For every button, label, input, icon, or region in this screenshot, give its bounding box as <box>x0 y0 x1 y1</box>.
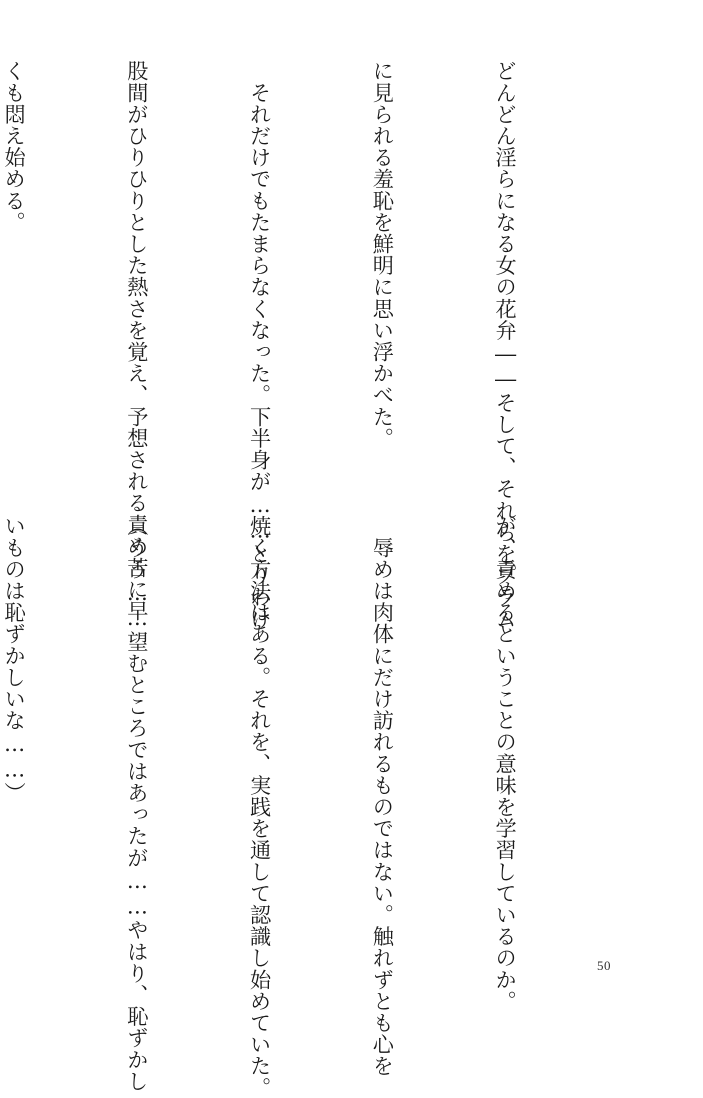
text-line: に見られる羞恥を鮮明に思い浮かべた。 <box>370 60 396 449</box>
text-line: 股間がひりひりとした熱さを覚え、予想される責め苦に早 <box>124 60 150 622</box>
text-line: それだけでもたまらなくなった。下半身が……とりわけ <box>247 60 273 630</box>
text-line: いものは恥ずかしいな……） <box>2 515 28 804</box>
upper-text-block <box>0 60 607 630</box>
page-number: 50 <box>597 958 611 973</box>
text-line: 焼く方法はある。それを、実践を通して認識し始めていた。 <box>247 515 273 1098</box>
text-line: が、責めるということの意味を学習しているのか。 <box>493 515 519 1012</box>
text-line: （うう……望むところではあったが……やはり、恥ずかし <box>124 515 150 1092</box>
text-line: どんどん淫らになる女の花弁――そして、それらをプラム <box>493 60 519 630</box>
text-line: くも悶え始める。 <box>2 60 28 233</box>
text-line: 辱めは肉体にだけ訪れるものではない。触れずとも心を <box>370 515 396 1077</box>
